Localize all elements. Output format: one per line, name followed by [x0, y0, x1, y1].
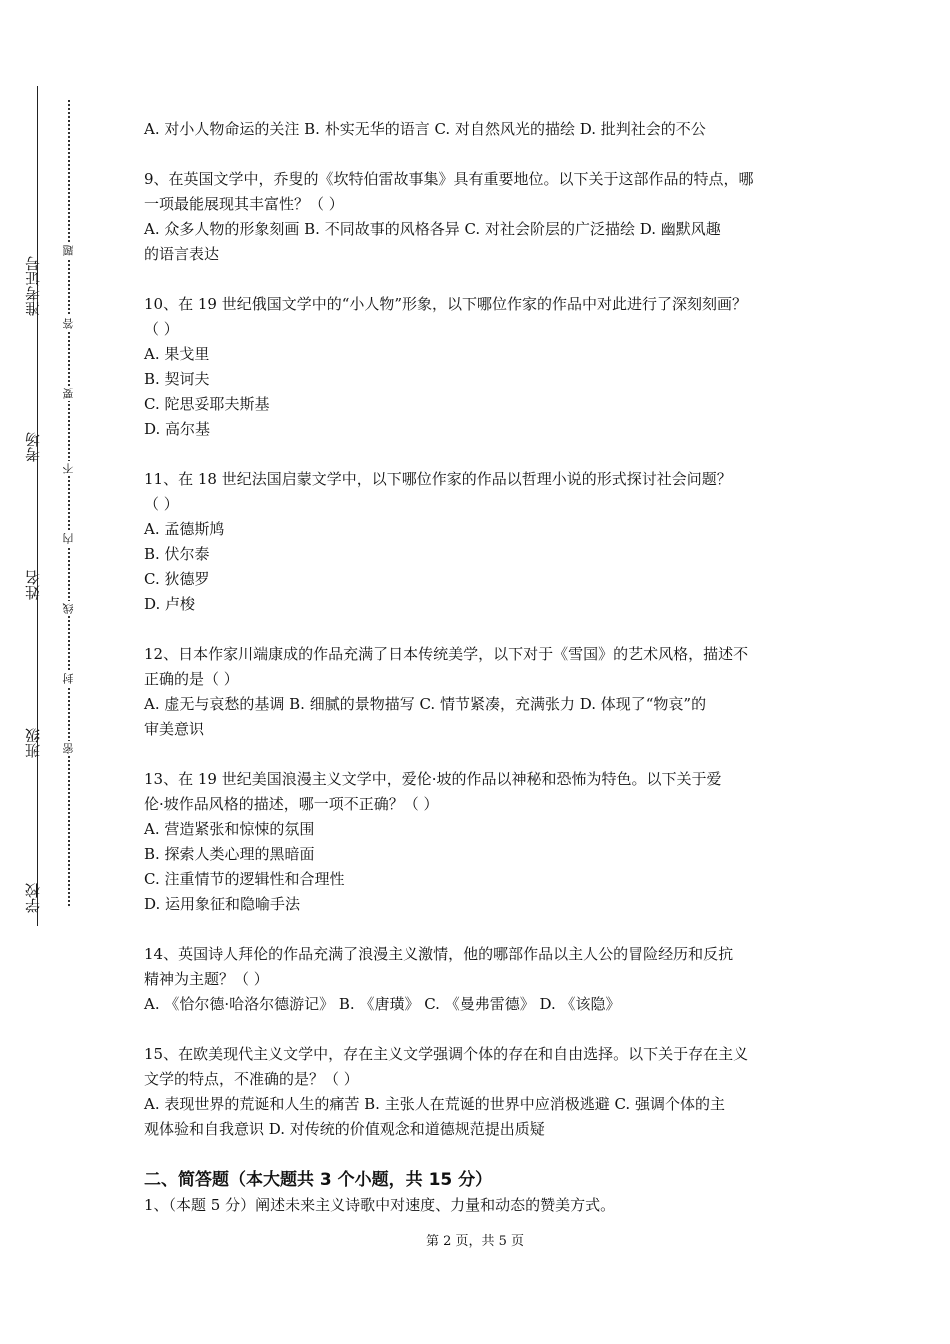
- question-stem: 精神为主题？（ ）: [144, 970, 269, 988]
- question-11: [144, 467, 824, 617]
- question-stem: 文学的特点，不准确的是？（ ）: [144, 1070, 359, 1088]
- binding-seal-char: 密: [60, 741, 78, 756]
- option-c: C. 陀思妥耶夫斯基: [144, 395, 270, 413]
- question-stem: 11、在 18 世纪法国启蒙文学中，以下哪位作家的作品以哲理小说的形式探讨社会问题？: [144, 470, 732, 488]
- option-line: A. 《恰尔德·哈洛尔德游记》 B. 《唐璜》 C. 《曼弗雷德》 D. 《该隐》: [144, 995, 621, 1013]
- option-b: B. 契诃夫: [144, 370, 210, 388]
- question-stem: 伦·坡作品风格的描述，哪一项不正确？（ ）: [144, 795, 439, 813]
- option-b: B. 伏尔泰: [144, 545, 210, 563]
- question-stem: （ ）: [144, 320, 179, 338]
- option-line: 审美意识: [144, 720, 205, 738]
- question-stem: 正确的是（ ）: [144, 670, 239, 688]
- option-line: 观体验和自我意识 D. 对传统的价值观念和道德规范提出质疑: [144, 1120, 545, 1138]
- binding-seal-char: 封: [60, 671, 78, 686]
- option-line: A. 虚无与哀愁的基调 B. 细腻的景物描写 C. 情节紧凑，充满张力 D. 体现了“物哀”的: [144, 695, 707, 713]
- short-answer-question-1: 1、（本题 5 分）阐述未来主义诗歌中对速度、力量和动态的赞美方式。: [144, 1196, 616, 1214]
- page-footer: 第 2 页，共 5 页: [425, 1234, 525, 1249]
- option-b: B. 探索人类心理的黑暗面: [144, 845, 315, 863]
- exam-content: [144, 117, 824, 1218]
- question-stem: 9、在英国文学中，乔叟的《坎特伯雷故事集》具有重要地位。以下关于这部作品的特点，哪: [144, 170, 754, 188]
- option-a: A. 营造紧张和惊悚的氛围: [144, 820, 315, 838]
- binding-field-ticket-number: 准考证号: [24, 256, 42, 316]
- question-stem: （ ）: [144, 495, 179, 513]
- question-15: [144, 1042, 824, 1142]
- binding-field-school: 学校: [24, 883, 42, 913]
- question-stem: 一项最能展现其丰富性？（ ）: [144, 195, 344, 213]
- question-13: [144, 767, 824, 917]
- binding-field-exam-room: 考场: [24, 432, 42, 462]
- binding-dotted-line: [68, 100, 70, 906]
- question-stem: 10、在 19 世纪俄国文学中的“小人物”形象，以下哪位作家的作品中对此进行了深刻刻画？: [144, 295, 748, 313]
- question-stem: 14、英国诗人拜伦的作品充满了浪漫主义激情，他的哪部作品以主人公的冒险经历和反抗: [144, 945, 734, 963]
- question-stem: 15、在欧美现代主义文学中，存在主义文学强调个体的存在和自由选择。以下关于存在主义: [144, 1045, 749, 1063]
- question-9: [144, 167, 824, 267]
- option-d: D. 运用象征和隐喻手法: [144, 895, 301, 913]
- binding-solid-line: [37, 86, 38, 926]
- option-c: C. 狄德罗: [144, 570, 210, 588]
- option-line: A. 众多人物的形象刻画 B. 不同故事的风格各异 C. 对社会阶层的广泛描绘 D. 幽默风趣: [144, 220, 721, 238]
- question-8-options: [144, 117, 824, 142]
- binding-seal-char: 内: [60, 531, 78, 546]
- binding-field-class: 班级: [24, 728, 42, 758]
- option-line: 的语言表达: [144, 245, 220, 263]
- binding-seal-char: 题: [60, 243, 78, 258]
- option-line: A. 表现世界的荒诞和人生的痛苦 B. 主张人在荒诞的世界中应消极逃避 C. 强调个体的主: [144, 1095, 725, 1113]
- option-line: A. 对小人物命运的关注 B. 朴实无华的语言 C. 对自然风光的描绘 D. 批判社会的不公: [144, 120, 706, 138]
- binding-seal-char: 要: [60, 386, 78, 401]
- binding-margin: [0, 0, 100, 1344]
- question-10: [144, 292, 824, 442]
- option-a: A. 孟德斯鸠: [144, 520, 225, 538]
- option-d: D. 高尔基: [144, 420, 211, 438]
- option-a: A. 果戈里: [144, 345, 210, 363]
- section-2-title: 二、简答题（本大题共 3 个小题，共 15 分）: [144, 1170, 493, 1190]
- binding-seal-char: 答: [60, 316, 78, 331]
- binding-seal-char: 线: [60, 601, 78, 616]
- question-stem: 12、日本作家川端康成的作品充满了日本传统美学，以下对于《雪国》的艺术风格，描述不: [144, 645, 749, 663]
- question-12: [144, 642, 824, 742]
- option-c: C. 注重情节的逻辑性和合理性: [144, 870, 345, 888]
- question-14: [144, 942, 824, 1017]
- binding-field-name: 姓名: [24, 570, 42, 600]
- option-d: D. 卢梭: [144, 595, 196, 613]
- binding-seal-char: 不: [60, 461, 78, 476]
- question-stem: 13、在 19 世纪美国浪漫主义文学中，爱伦·坡的作品以神秘和恐怖为特色。以下关于爱: [144, 770, 722, 788]
